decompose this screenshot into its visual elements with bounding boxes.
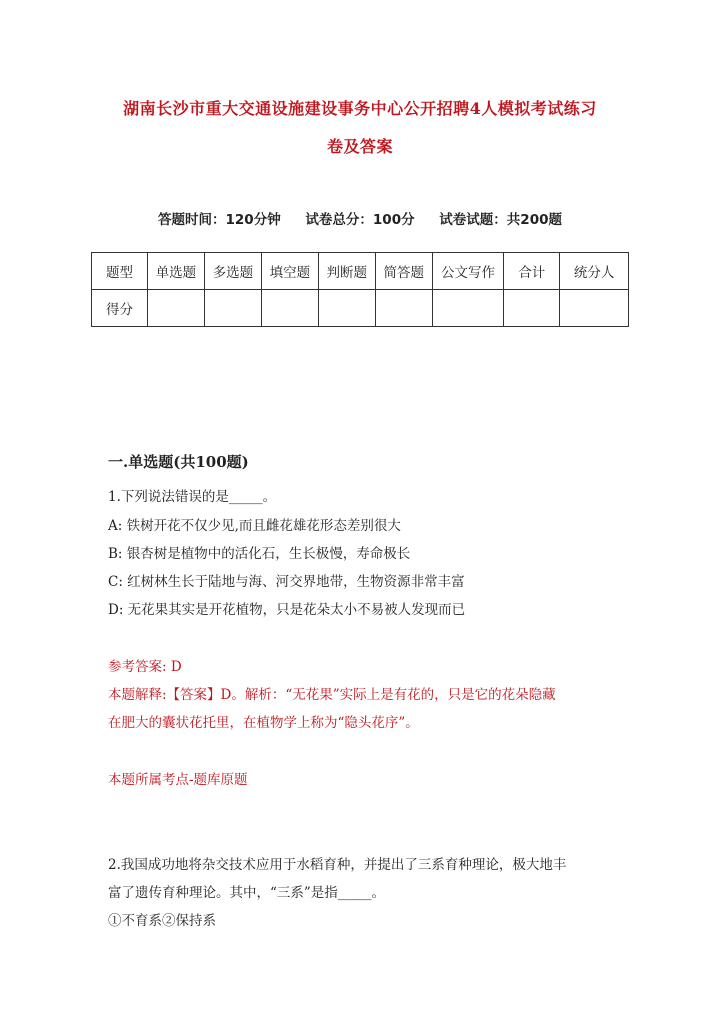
header-cell: 多选题 xyxy=(204,253,261,290)
score-table-score-row xyxy=(92,290,629,327)
q2-stem-line1: 2.我国成功地将杂交技术应用于水稻育种，并提出了三系育种理论，极大地丰 xyxy=(108,857,567,873)
score-cell[interactable] xyxy=(147,290,204,327)
header-cell: 合计 xyxy=(504,253,560,290)
q1-explanation-line1: 本题解释:【答案】D。解析：“无花果”实际上是有花的，只是它的花朵隐藏 xyxy=(108,687,556,703)
q1-source: 本题所属考点-题库原题 xyxy=(108,772,248,788)
q1-stem: 1.下列说法错误的是_____。 xyxy=(108,489,277,505)
score-table xyxy=(91,252,629,327)
document-title-line2: 卷及答案 xyxy=(326,137,393,156)
exam-total-score: 试卷总分：100分 xyxy=(305,212,415,228)
q2-stem-line2: 富了遗传育种理论。其中，“三系”是指_____。 xyxy=(108,885,386,901)
q1-option-a: A: 铁树开花不仅少见,而且雌花雄花形态差别很大 xyxy=(108,518,401,534)
header-cell: 单选题 xyxy=(147,253,204,290)
score-cell[interactable] xyxy=(375,290,432,327)
document-title-line1: 湖南长沙市重大交通设施建设事务中心公开招聘4人模拟考试练习 xyxy=(123,99,597,118)
score-cell[interactable] xyxy=(432,290,504,327)
exam-time: 答题时间：120分钟 xyxy=(158,212,281,228)
q2-option-line1: ①不育系②保持系 xyxy=(108,913,216,929)
header-cell: 统分人 xyxy=(560,253,629,290)
header-cell: 简答题 xyxy=(375,253,432,290)
score-cell[interactable] xyxy=(204,290,261,327)
q1-answer: 参考答案: D xyxy=(108,659,182,675)
exam-question-count: 试卷试题：共200题 xyxy=(439,212,562,228)
score-cell[interactable] xyxy=(504,290,560,327)
score-cell[interactable] xyxy=(261,290,318,327)
q1-explanation-line2: 在肥大的囊状花托里，在植物学上称为“隐头花序”。 xyxy=(108,715,419,731)
exam-meta xyxy=(0,208,720,228)
header-cell: 填空题 xyxy=(261,253,318,290)
score-cell[interactable] xyxy=(318,290,375,327)
header-cell: 题型 xyxy=(92,253,148,290)
score-row-label: 得分 xyxy=(92,290,148,327)
q1-option-d: D: 无花果其实是开花植物，只是花朵太小不易被人发现而已 xyxy=(108,602,466,618)
section-title: 一.单选题(共100题) xyxy=(108,453,249,471)
header-cell: 判断题 xyxy=(318,253,375,290)
header-cell: 公文写作 xyxy=(432,253,504,290)
q1-option-c: C: 红树林生长于陆地与海、河交界地带，生物资源非常丰富 xyxy=(108,574,465,590)
score-cell[interactable] xyxy=(560,290,629,327)
score-table-header-row xyxy=(92,253,629,290)
q1-option-b: B: 银杏树是植物中的活化石，生长极慢，寿命极长 xyxy=(108,546,411,562)
